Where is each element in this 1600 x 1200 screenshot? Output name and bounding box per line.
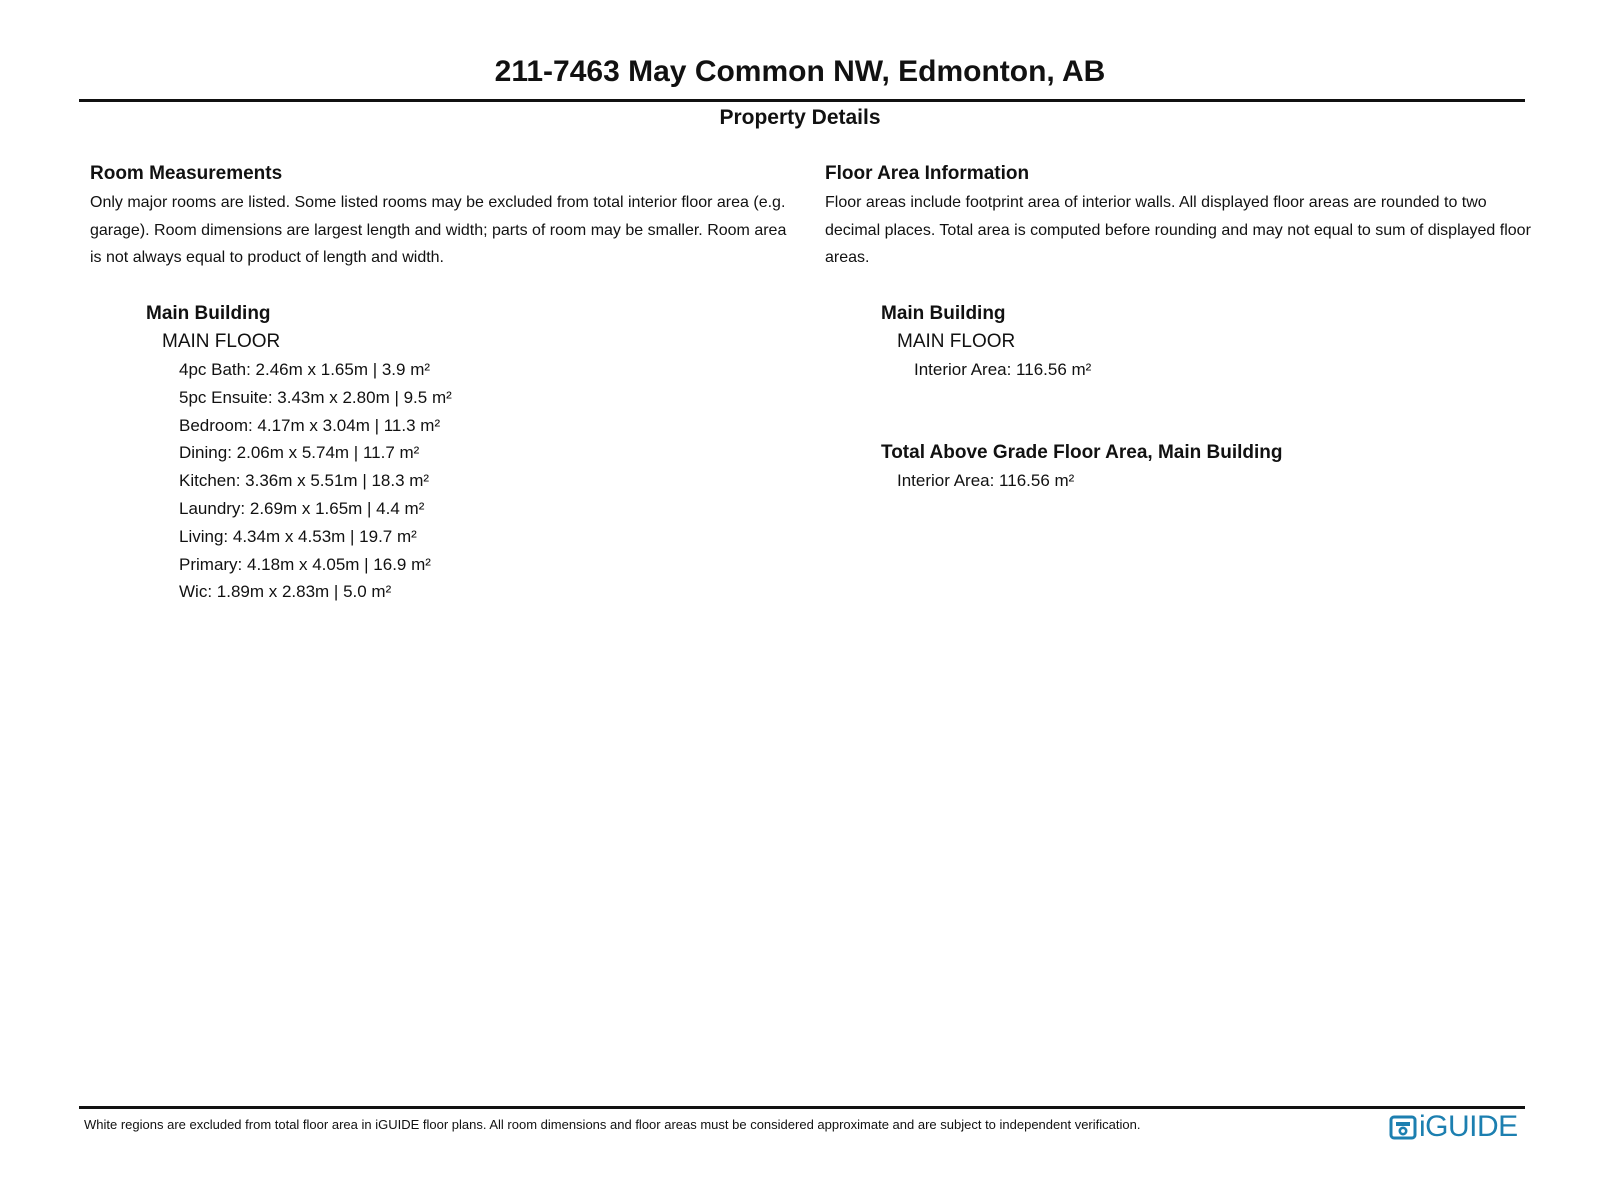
room-item: 5pc Ensuite: 3.43m x 2.80m | 9.5 m² [179,387,452,407]
room-item: Primary: 4.18m x 4.05m | 16.9 m² [179,554,431,574]
footer-disclaimer: White regions are excluded from total floor area in iGUIDE floor plans. All room dimensions and floor areas must be considered approximate and are subject to independent verification. [84,1117,1141,1132]
footer-rule [79,1106,1525,1109]
floor-area-building: Main Building [881,303,1006,324]
floor-interior-area: Interior Area: 116.56 m² [914,360,1092,379]
room-item: Wic: 1.89m x 2.83m | 5.0 m² [179,582,392,602]
room-item: Living: 4.34m x 4.53m | 19.7 m² [179,526,417,546]
iguide-logo-icon [1389,1113,1417,1141]
page-subtitle: Property Details [719,106,881,129]
room-item: 4pc Bath: 2.46m x 1.65m | 3.9 m² [179,360,431,379]
room-item: Bedroom: 4.17m x 3.04m | 11.3 m² [179,415,441,435]
total-area-heading: Total Above Grade Floor Area, Main Building [881,442,1283,463]
room-list [179,356,452,606]
page-title: 211-7463 May Common NW, Edmonton, AB [494,55,1106,88]
room-measurements-floor: MAIN FLOOR [162,331,281,352]
title-rule [79,99,1525,102]
room-measurements-heading: Room Measurements [90,163,283,184]
floor-area-description: Floor areas include footprint area of interior walls. All displayed floor areas are rounded to two decimal places. Total area is computed before rounding and may not equal to sum of displayed floor areas. [825,194,1531,266]
room-measurements-description: Only major rooms are listed. Some listed rooms may be excluded from total interior floor area (e.g. garage). Room dimensions are largest length and width; parts of room may be smaller. Room area is not always equal to product of length and width. [90,194,787,266]
total-interior-area: Interior Area: 116.56 m² [897,471,1075,490]
room-measurements-building: Main Building [146,303,271,324]
iguide-logo-text: iGUIDE [1419,1110,1518,1143]
room-item: Dining: 2.06m x 5.74m | 11.7 m² [179,443,420,463]
floor-area-heading: Floor Area Information [825,163,1030,184]
iguide-logo [1389,1110,1518,1144]
room-item: Laundry: 2.69m x 1.65m | 4.4 m² [179,498,425,518]
room-item: Kitchen: 3.36m x 5.51m | 18.3 m² [179,471,430,491]
floor-area-floor: MAIN FLOOR [897,331,1016,352]
